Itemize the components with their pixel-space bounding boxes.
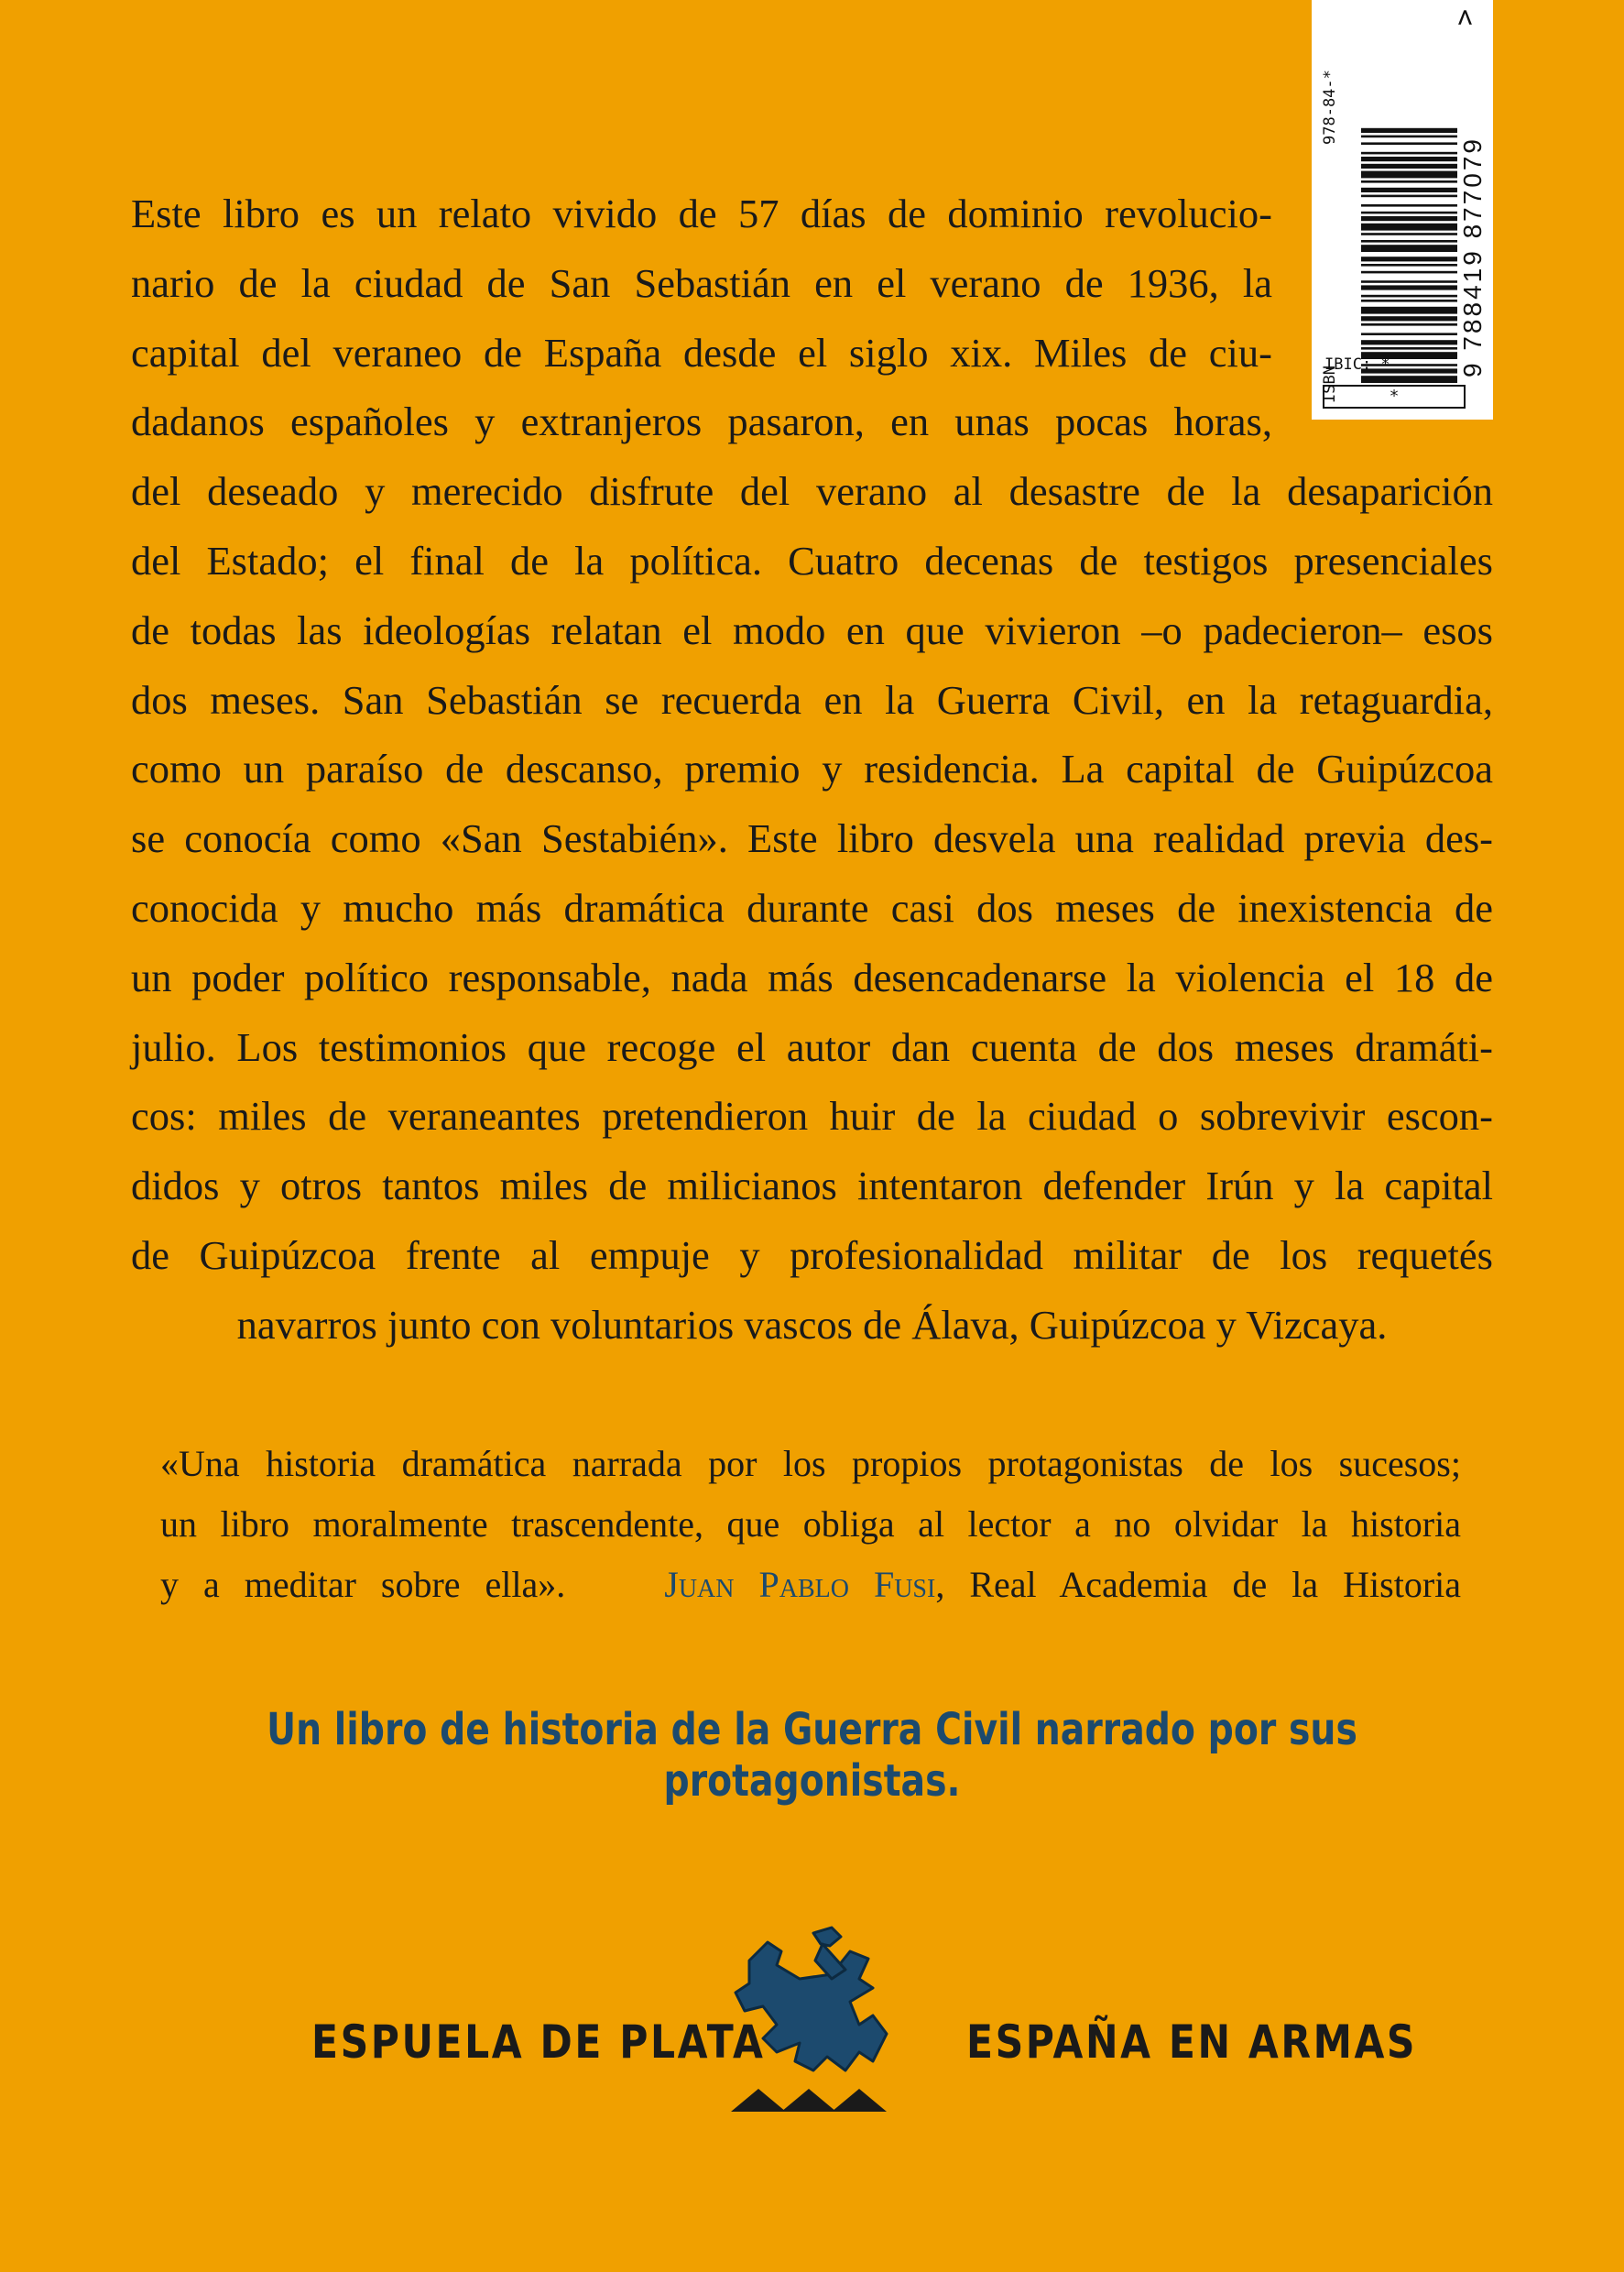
blurb-line: julio. Los testimonios que recoge el autor dan cuenta de dos meses dramáti- bbox=[131, 1023, 1493, 1070]
blurb-line: capital del veraneo de España desde el siglo xix. Miles de ciu- bbox=[131, 329, 1272, 376]
blurb-text bbox=[131, 180, 1493, 1360]
quote-author: Juan Pablo Fusi bbox=[664, 1564, 936, 1605]
blurb-line: didos y otros tantos miles de milicianos intentaron defender Irún y la capital bbox=[131, 1163, 1493, 1209]
barcode-bar bbox=[1361, 157, 1457, 161]
ibic-label: IBIC: * bbox=[1324, 355, 1390, 374]
tagline: Un libro de historia de la Guerra Civil narrado por sus protagonistas. bbox=[267, 1704, 1357, 1807]
barcode-bar bbox=[1361, 171, 1457, 179]
blurb-line: cos: miles de veraneantes pretendieron huir de la ciudad o sobrevivir escon- bbox=[131, 1093, 1493, 1140]
blurb-line: navarros junto con voluntarios vascos de Álava, Guipúzcoa y Vizcaya. bbox=[236, 1301, 1388, 1348]
blurb-line: dadanos españoles y extranjeros pasaron, en unas pocas horas, bbox=[131, 399, 1272, 445]
quote-line: un libro moralmente trascendente, que obliga al lector a no olvidar la historia bbox=[160, 1503, 1461, 1545]
isbn-label: ISBN bbox=[1321, 366, 1339, 403]
blurb-line: como un paraíso de descanso, premio y residencia. La capital de Guipúzcoa bbox=[131, 746, 1493, 792]
blurb-line: un poder político responsable, nada más desencadenarse la violencia el 18 de bbox=[131, 954, 1493, 1000]
blurb-line: dos meses. San Sebastián se recuerda en la Guerra Civil, en la retaguardia, bbox=[131, 676, 1493, 723]
quote-line-attribution bbox=[160, 1555, 1461, 1615]
quote-line: «Una historia dramática narrada por los propios protagonistas de los sucesos; bbox=[160, 1443, 1461, 1484]
blurb-line: de todas las ideologías relatan el modo en que vivieron –o padecieron– esos bbox=[131, 606, 1493, 653]
quote-line: y a meditar sobre ella». bbox=[160, 1564, 566, 1605]
barcode-bar bbox=[1361, 128, 1457, 133]
ibic-box-text: * bbox=[1389, 387, 1400, 406]
barcode-end-mark: > bbox=[1449, 8, 1481, 26]
barcode-bar bbox=[1361, 142, 1457, 145]
blurb-line: nario de la ciudad de San Sebastián en el verano de 1936, la bbox=[131, 259, 1272, 306]
blurb-line: se conocía como «San Sestabién». Este libro desvela una realidad previa des- bbox=[131, 815, 1493, 862]
imprint-name: ESPUELA DE PLATA bbox=[311, 2015, 766, 2069]
blurb-line: Este libro es un relato vivido de 57 días de dominio revolucio- bbox=[131, 191, 1272, 236]
quote-affiliation: , Real Academia de la Historia bbox=[935, 1564, 1462, 1605]
barcode-bar bbox=[1361, 164, 1457, 169]
barcode-digits: 9 788419 877079 bbox=[1458, 137, 1487, 377]
blurb-line: de Guipúzcoa frente al empuje y profesionalidad militar de los requetés bbox=[131, 1231, 1493, 1278]
collection-name: ESPAÑA EN ARMAS bbox=[966, 2015, 1418, 2069]
blurb-line: del deseado y merecido disfrute del verano al desastre de la desaparición bbox=[131, 468, 1493, 515]
horse-rider-logo bbox=[713, 1924, 910, 2116]
review-quote bbox=[160, 1434, 1461, 1615]
blurb-line: conocida y mucho más dramática durante casi dos meses de inexistencia de bbox=[131, 884, 1493, 931]
barcode-bar bbox=[1361, 152, 1457, 155]
barcode-bar bbox=[1361, 136, 1457, 138]
isbn-prefix: 978-84-* bbox=[1321, 70, 1339, 145]
blurb-line: del Estado; el final de la política. Cuatro decenas de testigos presenciales bbox=[131, 537, 1493, 584]
